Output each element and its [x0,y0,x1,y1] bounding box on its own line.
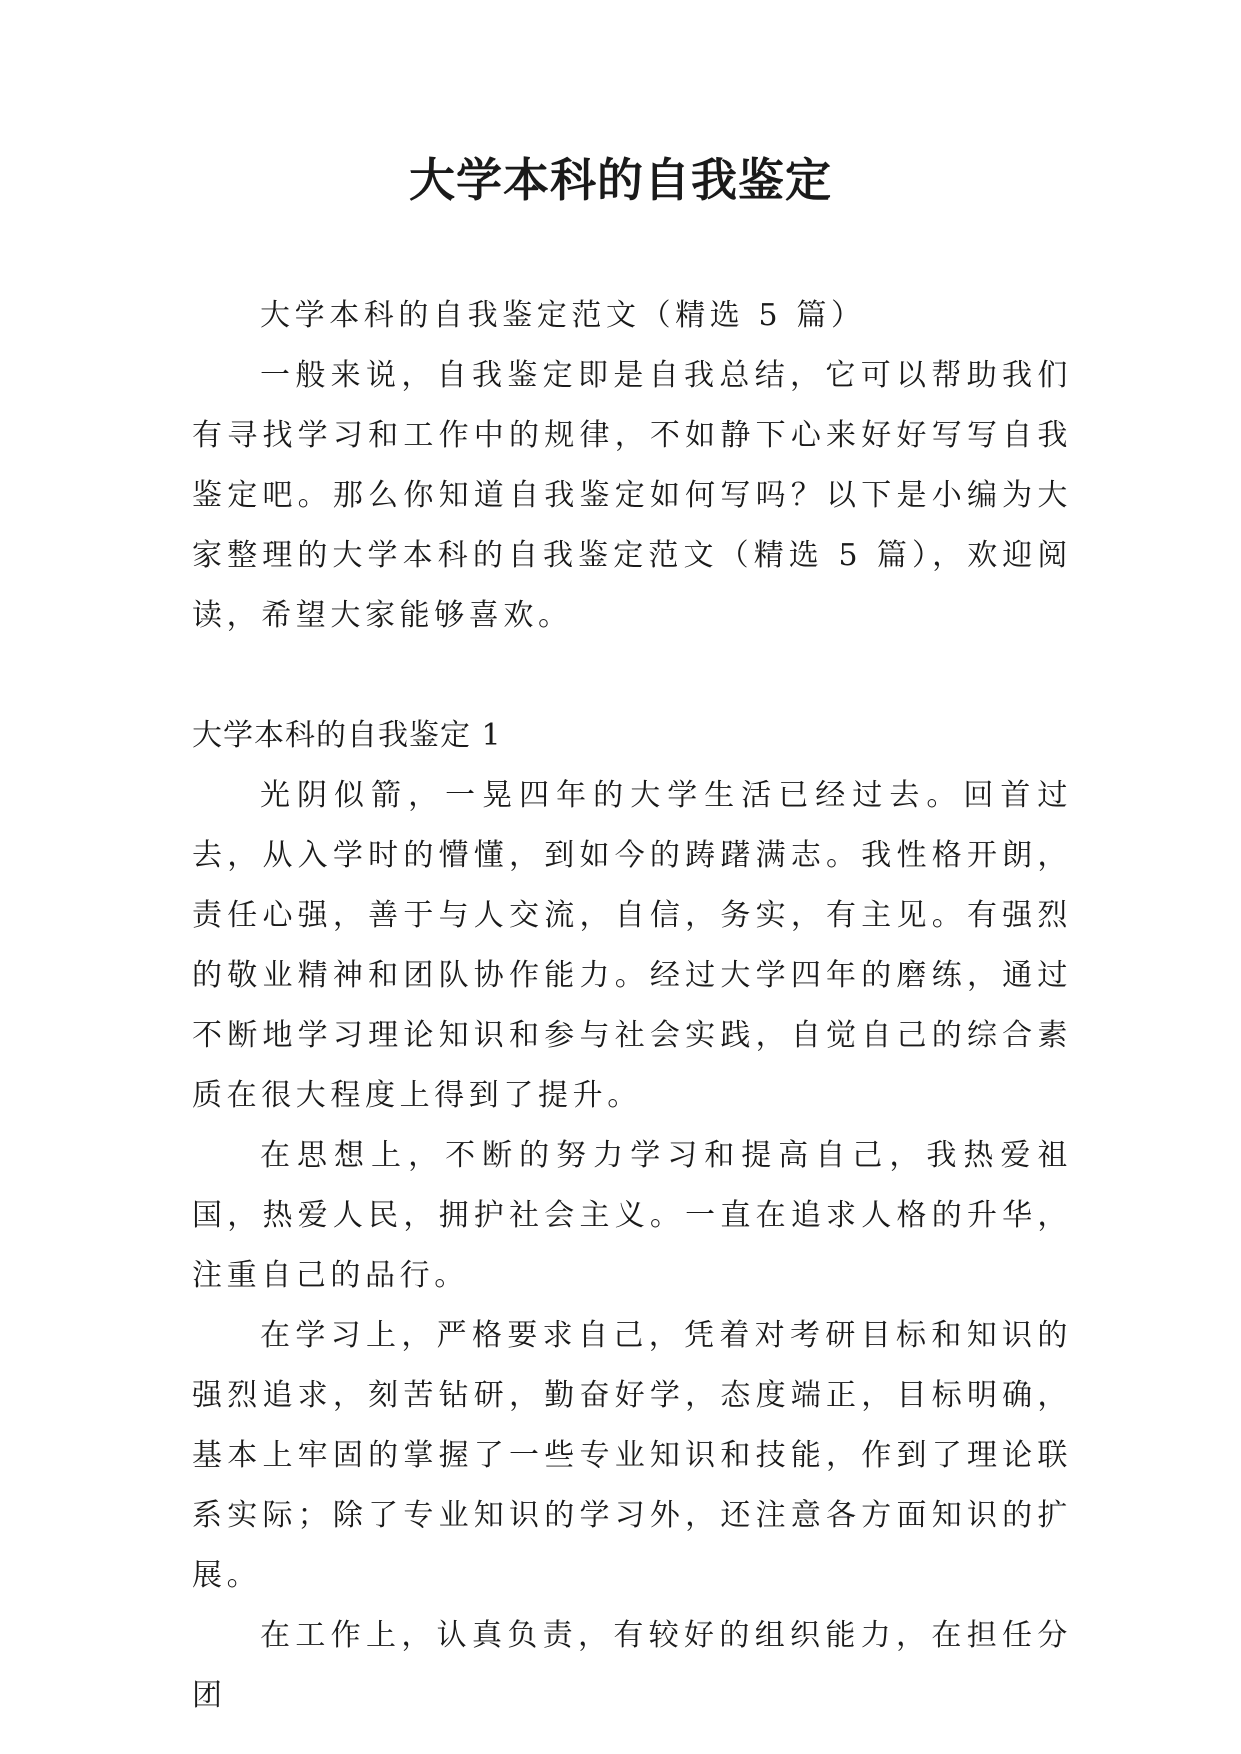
body-paragraph: 在工作上，认真负责，有较好的组织能力，在担任分团 [192,1618,1072,1713]
section-spacer [192,646,1072,706]
body-paragraph: 在思想上，不断的努力学习和提高自己，我热爱祖国，热爱人民，拥护社会主义。一直在追求人格的升华，注重自己的品行。 [192,1138,1072,1293]
document-body [192,286,1072,1726]
page-title: 大学本科的自我鉴定 [409,153,832,207]
document-subtitle: 大学本科的自我鉴定范文（精选 5 篇） [260,298,866,333]
section-heading: 大学本科的自我鉴定 1 [192,718,502,753]
body-paragraph: 光阴似箭，一晃四年的大学生活已经过去。回首过去，从入学时的懵懂，到如今的踌躇满志。我性格开朗，责任心强，善于与人交流，自信，务实，有主见。有强烈的敬业精神和团队协作能力。经过大学四年的磨练，通过不断地学习理论知识和参与社会实践，自觉自己的综合素质在很大程度上得到了提升。 [192,778,1072,1113]
body-paragraph: 在学习上，严格要求自己，凭着对考研目标和知识的强烈追求，刻苦钻研，勤奋好学，态度端正，目标明确，基本上牢固的掌握了一些专业知识和技能，作到了理论联系实际；除了专业知识的学习外，还注意各方面知识的扩展。 [192,1318,1072,1593]
intro-paragraph: 一般来说，自我鉴定即是自我总结，它可以帮助我们有寻找学习和工作中的规律，不如静下心来好好写写自我鉴定吧。那么你知道自我鉴定如何写吗？以下是小编为大家整理的大学本科的自我鉴定范文（精选 5 篇），欢迎阅读，希望大家能够喜欢。 [192,358,1072,633]
